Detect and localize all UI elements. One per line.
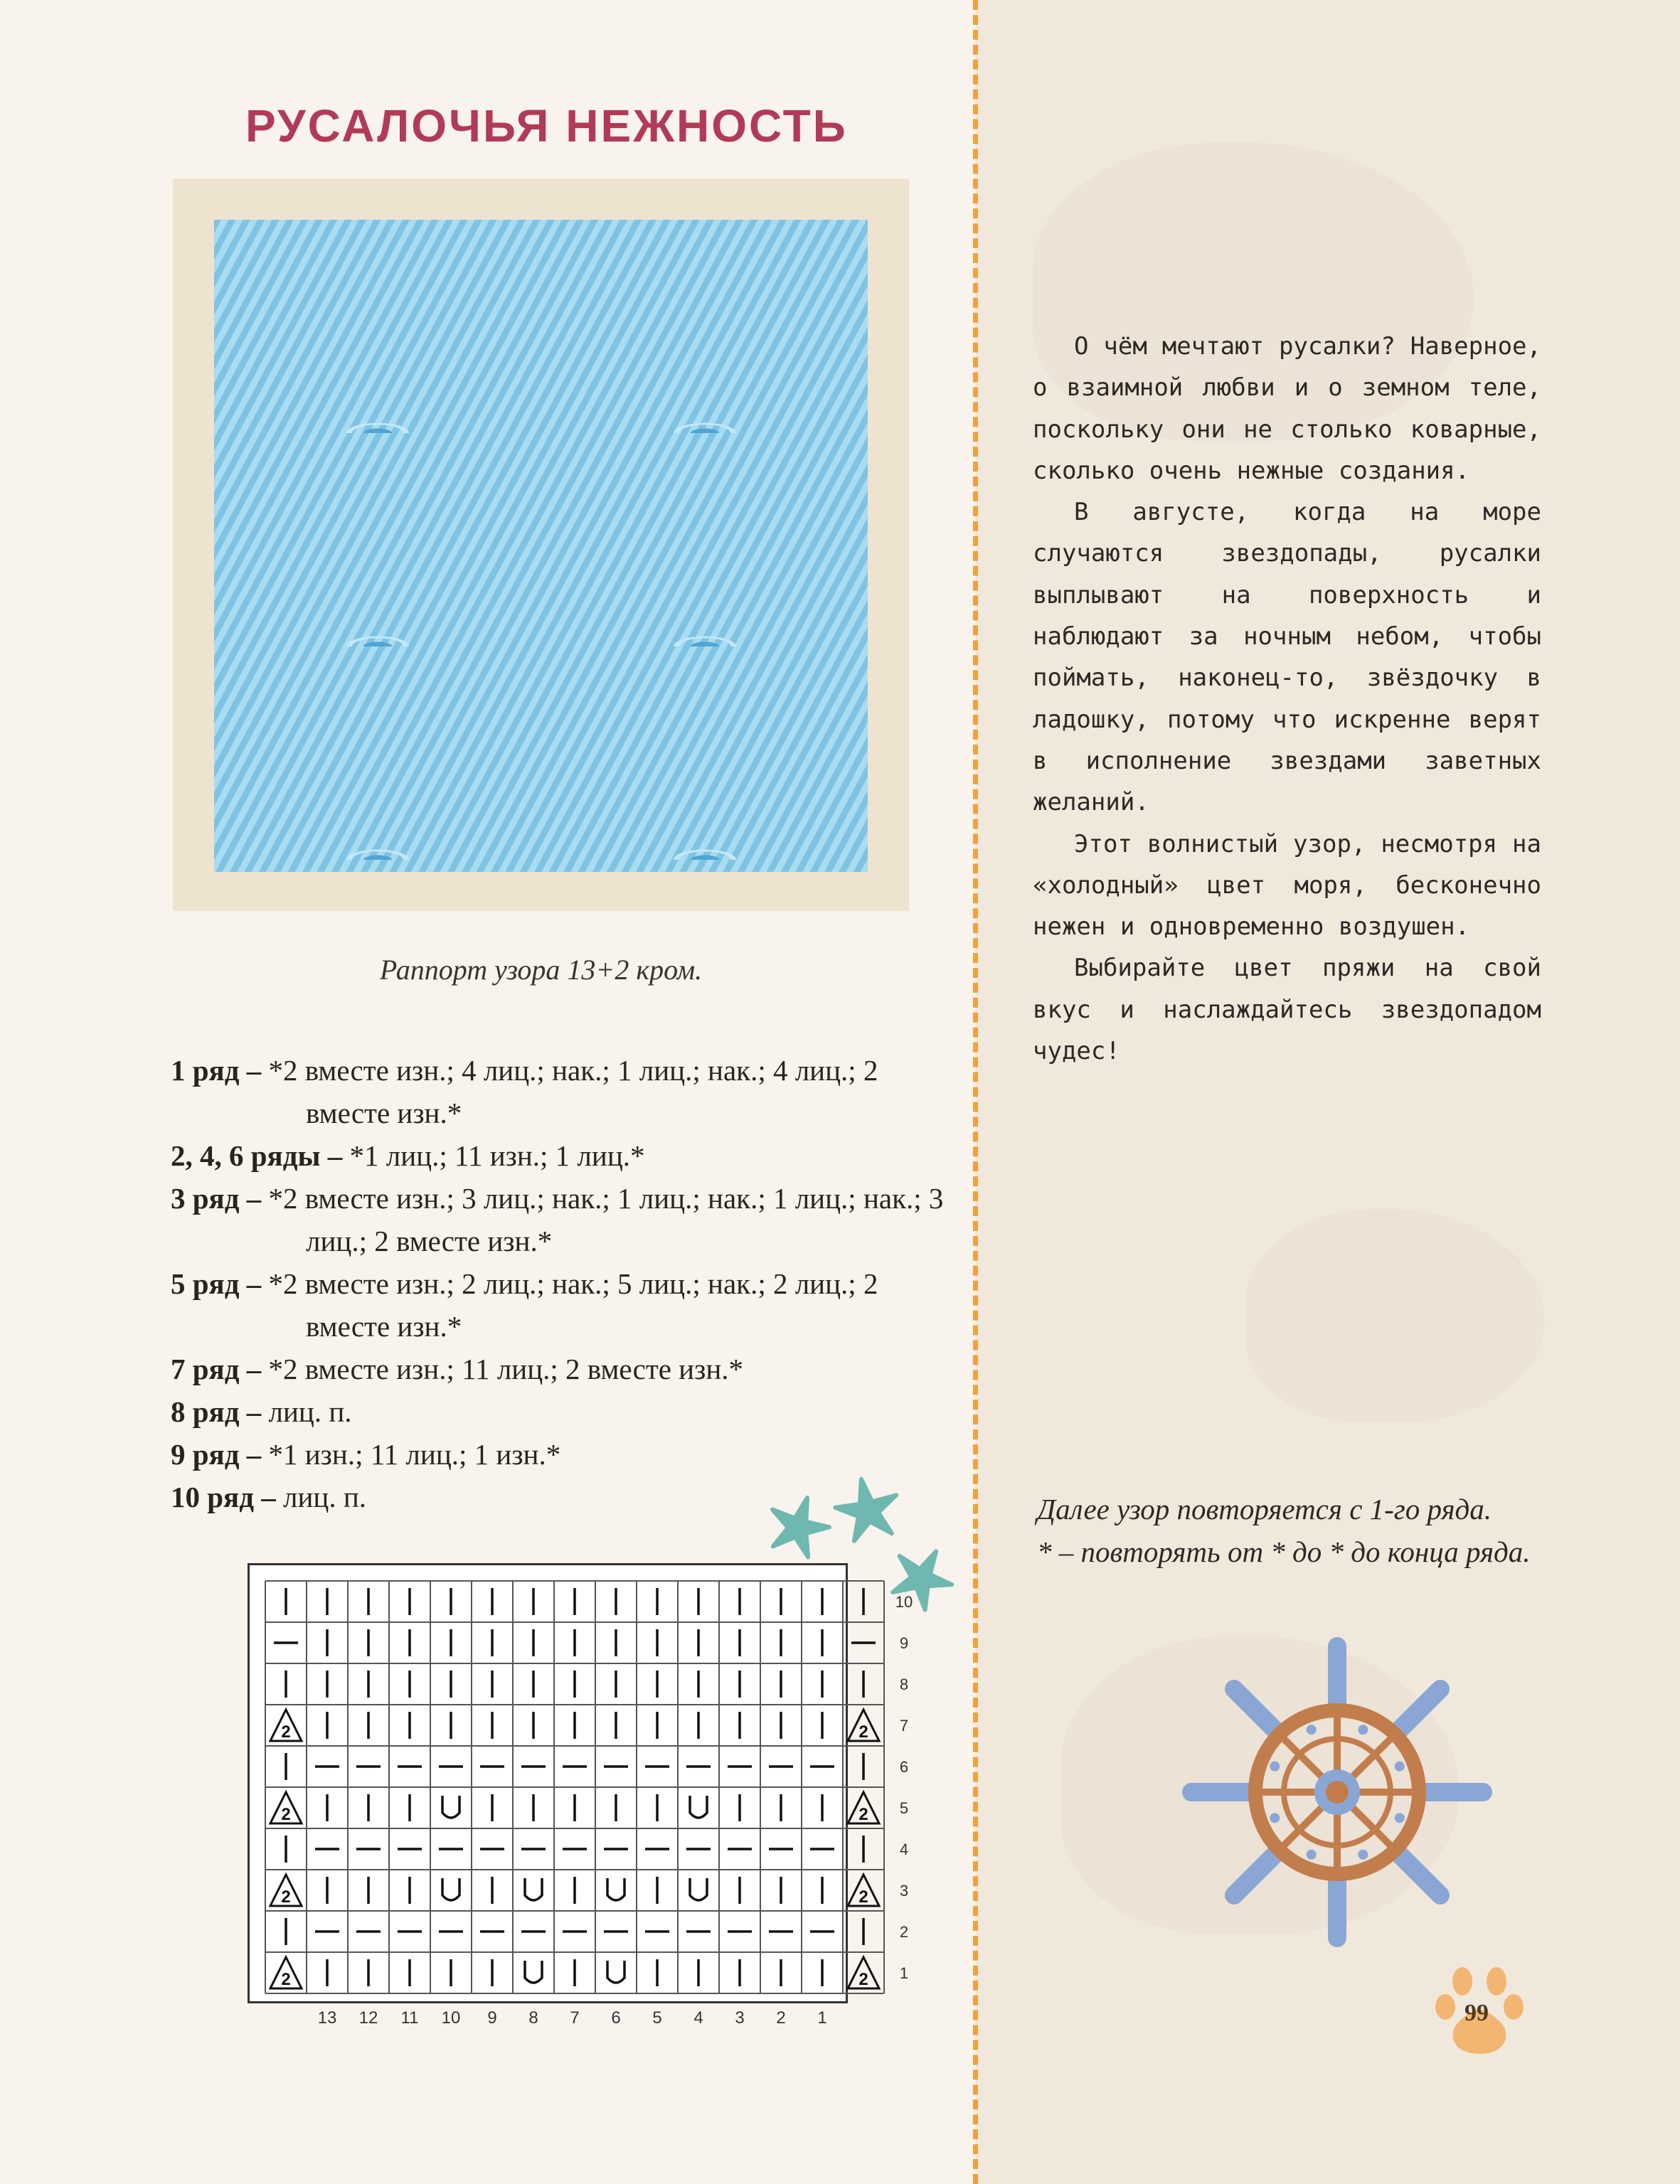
- page-title: РУСАЛОЧЬЯ НЕЖНОСТЬ: [245, 100, 848, 151]
- story-paragraph: Выбирайте цвет пряжи на свой вкус и наслаждайтесь звездопадом чудес!: [1033, 954, 1541, 1066]
- column-divider: [973, 0, 978, 2184]
- starfish: [772, 1498, 829, 1557]
- wheel-handle: [1398, 1689, 1440, 1732]
- starfish: [835, 1479, 896, 1541]
- row-instruction: [171, 1348, 953, 1390]
- wheel-rivet: [1358, 1725, 1368, 1735]
- chart-symbol-yarnover: [442, 1878, 459, 1900]
- chart-row-label: 1: [899, 1964, 909, 1982]
- row-label: 1 ряд –: [171, 1054, 262, 1087]
- chart-col-label: 11: [400, 2008, 419, 2028]
- row-label: 10 ряд –: [171, 1481, 276, 1513]
- chart-row-label: 8: [899, 1676, 909, 1693]
- chart-symbol-label: 2: [281, 1970, 291, 1989]
- row-instruction: [171, 1134, 953, 1177]
- row-instruction: [171, 1433, 953, 1476]
- row-instructions: [171, 1049, 953, 1518]
- chart-symbol-label: 2: [281, 1805, 291, 1824]
- wheel-handle: [1234, 1689, 1277, 1732]
- map-continent: [1246, 1209, 1545, 1422]
- chart-col-label: 8: [528, 2008, 538, 2028]
- row-label: 7 ряд –: [171, 1353, 262, 1385]
- chart-symbol-label: 2: [858, 1722, 868, 1742]
- chart-col-label: 6: [611, 2008, 621, 2028]
- wheel-rivet: [1307, 1850, 1317, 1860]
- row-label: 3 ряд –: [171, 1182, 262, 1215]
- pattern-note: [1037, 1488, 1563, 1573]
- chart-col-label: 9: [487, 2008, 497, 2028]
- chart-symbol-label: 2: [858, 1805, 868, 1824]
- chart-symbol-yarnover: [442, 1796, 459, 1818]
- chart-symbol-yarnover: [607, 1878, 624, 1900]
- page-number: 99: [1464, 2000, 1489, 2026]
- wheel-rivet: [1270, 1813, 1280, 1823]
- wheel-rivet: [1358, 1850, 1368, 1860]
- chart-row-label: 3: [899, 1882, 909, 1900]
- wheel-rivet: [1270, 1762, 1280, 1772]
- rapport-caption: Раппорт узора 13+2 кром.: [379, 954, 703, 986]
- chart-symbol-yarnover: [607, 1961, 624, 1983]
- row-instruction: [171, 1049, 953, 1134]
- chart-symbol-yarnover: [690, 1796, 707, 1818]
- row-instruction: [171, 1177, 953, 1262]
- story-paragraph: Этот волнистый узор, несмотря на «холодный» цвет моря, бесконечно нежен и одновременно воздушен.: [1033, 829, 1541, 942]
- chart-col-label: 7: [570, 2008, 580, 2028]
- story-paragraph: В августе, когда на море случаются звездопады, русалки выплывают на поверхность и наблюдают за ночным небом, чтобы поймать, наконец-то, звёздочку в ладошку, потому что искренне верят в исполнение звездами заветных желаний.: [1033, 498, 1541, 817]
- photo-frame: [173, 179, 909, 911]
- paw-toe: [1504, 1994, 1524, 2020]
- wheel-rivet: [1395, 1762, 1405, 1772]
- paw-toe: [1487, 1967, 1506, 1996]
- chart-row-label: 7: [899, 1717, 909, 1735]
- note-line: * – повторять от * до * до конца ряда.: [1037, 1535, 1531, 1568]
- chart-col-label: 4: [693, 2008, 703, 2028]
- chart-symbol-label: 2: [281, 1887, 291, 1907]
- wheel-rivet: [1395, 1813, 1405, 1823]
- wheel-hub-center: [1326, 1781, 1349, 1804]
- row-label: 8 ряд –: [171, 1395, 262, 1428]
- row-instruction: [171, 1262, 953, 1348]
- wheel-rivet: [1307, 1725, 1317, 1735]
- story-paragraph: О чём мечтают русалки? Наверное, о взаимной любви и о земном теле, поскольку они не столько коварные, сколько очень нежные создания.: [1033, 332, 1541, 485]
- chart-col-label: 3: [735, 2008, 745, 2028]
- row-label: 2, 4, 6 ряды –: [171, 1139, 343, 1172]
- row-text: *1 изн.; 11 лиц.; 1 изн.*: [268, 1438, 561, 1471]
- row-text: лиц. п.: [282, 1481, 367, 1513]
- chart-col-label: 5: [652, 2008, 662, 2028]
- chart-symbol-yarnover: [690, 1878, 707, 1900]
- row-text: *1 лиц.; 11 изн.; 1 лиц.*: [349, 1139, 645, 1172]
- row-text: *2 вместе изн.; 11 лиц.; 2 вместе изн.*: [268, 1353, 744, 1385]
- chart-symbol-label: 2: [858, 1970, 868, 1989]
- chart-col-label: 10: [441, 2008, 461, 2028]
- knitting-chart-grid: [250, 1565, 913, 2028]
- chart-row-label: 4: [899, 1841, 909, 1858]
- row-text: *2 вместе изн.; 4 лиц.; нак.; 1 лиц.; нак.; 4 лиц.; 2 вместе изн.*: [268, 1054, 878, 1129]
- row-text: *2 вместе изн.; 2 лиц.; нак.; 5 лиц.; нак.; 2 лиц.; 2 вместе изн.*: [268, 1267, 878, 1343]
- starfish: [893, 1551, 952, 1609]
- knit-sample-photo: [214, 220, 868, 872]
- chart-col-label: 2: [776, 2008, 786, 2028]
- chart-col-label: 13: [317, 2008, 337, 2028]
- chart-symbol-label: 2: [281, 1722, 291, 1742]
- wheel-handle: [1398, 1853, 1440, 1895]
- ship-wheel-icon: [1181, 1636, 1494, 1949]
- row-label: 9 ряд –: [171, 1438, 262, 1471]
- row-label: 5 ряд –: [171, 1267, 262, 1300]
- chart-col-label: 12: [358, 2008, 378, 2028]
- knitting-chart: [248, 1563, 913, 2028]
- row-text: лиц. п.: [268, 1395, 352, 1428]
- paw-toe: [1452, 1967, 1472, 1996]
- chart-row-label: 10: [895, 1593, 913, 1611]
- chart-row-label: 2: [899, 1923, 909, 1941]
- chart-symbol-yarnover: [525, 1961, 542, 1983]
- row-instruction: [171, 1390, 953, 1433]
- chart-row-label: 9: [899, 1634, 909, 1652]
- story-text: [1033, 326, 1541, 1072]
- chart-symbol-label: 2: [858, 1887, 868, 1907]
- row-text: *2 вместе изн.; 3 лиц.; нак.; 1 лиц.; нак.; 1 лиц.; нак.; 3 лиц.; 2 вместе изн.*: [268, 1182, 944, 1257]
- starfish-icon: [761, 1479, 974, 1621]
- chart-symbol-yarnover: [525, 1878, 542, 1900]
- chart-row-label: 5: [899, 1799, 909, 1817]
- wheel-handle: [1234, 1853, 1277, 1895]
- chart-row-label: 6: [899, 1758, 909, 1776]
- note-line: Далее узор повторяется с 1-го ряда.: [1037, 1493, 1492, 1525]
- chart-col-label: 1: [817, 2008, 827, 2028]
